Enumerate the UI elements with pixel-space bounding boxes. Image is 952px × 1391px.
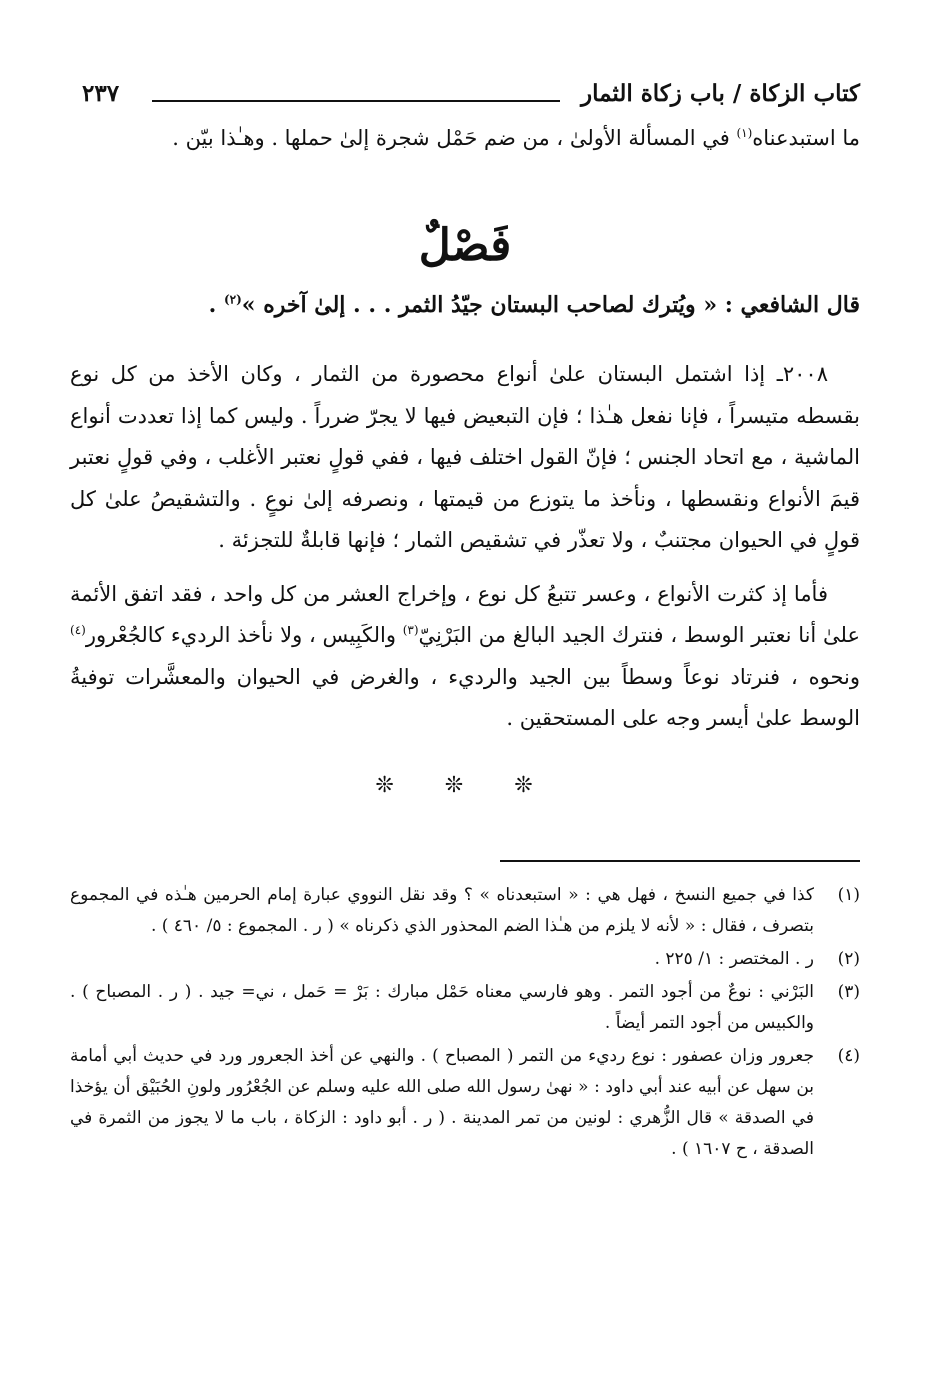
running-header xyxy=(70,70,860,110)
paragraph2-part1: فأما إذ كثرت الأنواع ، وعسر تتبعُ كل نوع ، وإخراج العشر من كل واحد ، فقد اتفق الأئمة علىٰ أنا نعتبر الوسط ، فنترك الجيد البالغ من البَرْنِيّ xyxy=(70,581,860,647)
header-title: كتاب الزكاة / باب زكاة الثمار xyxy=(580,80,860,107)
footnote xyxy=(70,944,860,975)
quote-text: قال الشافعي : « ويُترك لصاحب البستان جيّدُ الثمر . . . إلىٰ آخره » xyxy=(241,292,860,318)
page-number: ٢٣٧ xyxy=(82,80,120,107)
footnote-number: (٤) xyxy=(837,1045,860,1066)
footnote xyxy=(70,1041,860,1165)
footnote-text: ر . المختصر : ١/ ٢٢٥ . xyxy=(654,948,814,969)
book-page xyxy=(70,70,860,1370)
section-ornament: فَصْلٌ xyxy=(418,220,512,271)
footnote-ref-1: (١) xyxy=(736,126,753,140)
footnote xyxy=(70,977,860,1039)
header-rule xyxy=(152,100,560,102)
footnote-text: كذا في جميع النسخ ، فهل هي : « استبعدناه » ؟ وقد نقل النووي عبارة إمام الحرمين هـٰذه في المجموع بتصرف ، فقال : « لأنه لا يلزم من هـٰذا الضم المحذور الذي ذكرناه » ( ر . المجموع : ٥/ ٤٦٠ ) . xyxy=(70,884,814,936)
paragraph2-part2: والكَبِيس ، ولا نأخذ الرديء كالجُعْرور xyxy=(85,623,403,647)
footnote-number: (١) xyxy=(837,884,860,905)
paragraph-varieties xyxy=(70,574,860,740)
footnote-number: (٣) xyxy=(837,981,860,1002)
continuation-text xyxy=(70,116,860,160)
paragraph-2008: ٢٠٠٨ـ إذا اشتمل البستان علىٰ أنواع محصورة من الثمار ، وكان الأخذ من كل نوع بقسطه متيسراً ، فإنا نفعل هـٰذا ؛ فإن التبعيض فيها لا يجرّ ضرراً . وليس كما إذا تعددت أنواع الماشية ، مع اتحاد الجنس ؛ فإنّ القول اختلف فيها ، ففي قولٍ نعتبر الأغلب ، وفي قولٍ نعتبر قيمَ الأنواع ونقسطها ، ونأخذ ما يتوزع من قيمتها ، ونصرفه إلىٰ نوعٍ . والتشقيصُ علىٰ كل قولٍ في الحيوان مجتنبٌ ، ولا تعذّر في تشقيص الثمار ؛ فإنها قابلةٌ للتجزئة . xyxy=(70,362,860,552)
footnote-text: البَرْني : نوعٌ من أجود التمر . وهو فارسي معناه حَمْل مبارك : بَرْ = حَمل ، ني= جيد . ( ر . المصباح ) . والكبيس من أجود التمر أيضاً . xyxy=(70,981,814,1033)
shafii-quote xyxy=(70,284,860,326)
footnote-ref-3: (٣) xyxy=(402,623,419,637)
section-separator: ❊ ❊ ❊ xyxy=(375,772,555,798)
footnotes xyxy=(70,880,860,1165)
paragraph2-part3: ونحوه ، فنرتاد نوعاً وسطاً بين الجيد والرديء ، والغرض في الحيوان والمعشَّرات توفيةُ الوسط علىٰ أيسر وجه على المستحقين . xyxy=(70,664,860,730)
footnote-rule xyxy=(500,860,860,862)
lead-after: في المسألة الأولىٰ ، من ضم حَمْل شجرة إلىٰ حملها . وهـٰذا بيّن . xyxy=(172,126,737,150)
lead-before: ما استبدعناه xyxy=(752,126,860,150)
footnote-number: (٢) xyxy=(837,948,860,969)
footnote-ref-4: (٤) xyxy=(70,623,86,637)
footnote-ref-2: (٢) xyxy=(223,292,242,307)
footnote-text: جعرور وزان عصفور : نوع رديء من التمر ( المصباح ) . والنهي عن أخذ الجعرور ورد في حديث أبي أمامة بن سهل عن أبيه عند أبي داود : « نهىٰ رسول الله صلى الله عليه وسلم عن الجُعْرُور ولونِ الحُبَيْق أن يؤخذا في الصدقة » قال الزُّهري : لونين من تمر المدينة . ( ر . أبو داود : الزكاة ، باب ما لا يجوز من الثمرة في الصدقة ، ح ١٦٠٧ ) . xyxy=(70,1045,814,1159)
quote-end: . xyxy=(208,292,224,318)
footnote xyxy=(70,880,860,942)
